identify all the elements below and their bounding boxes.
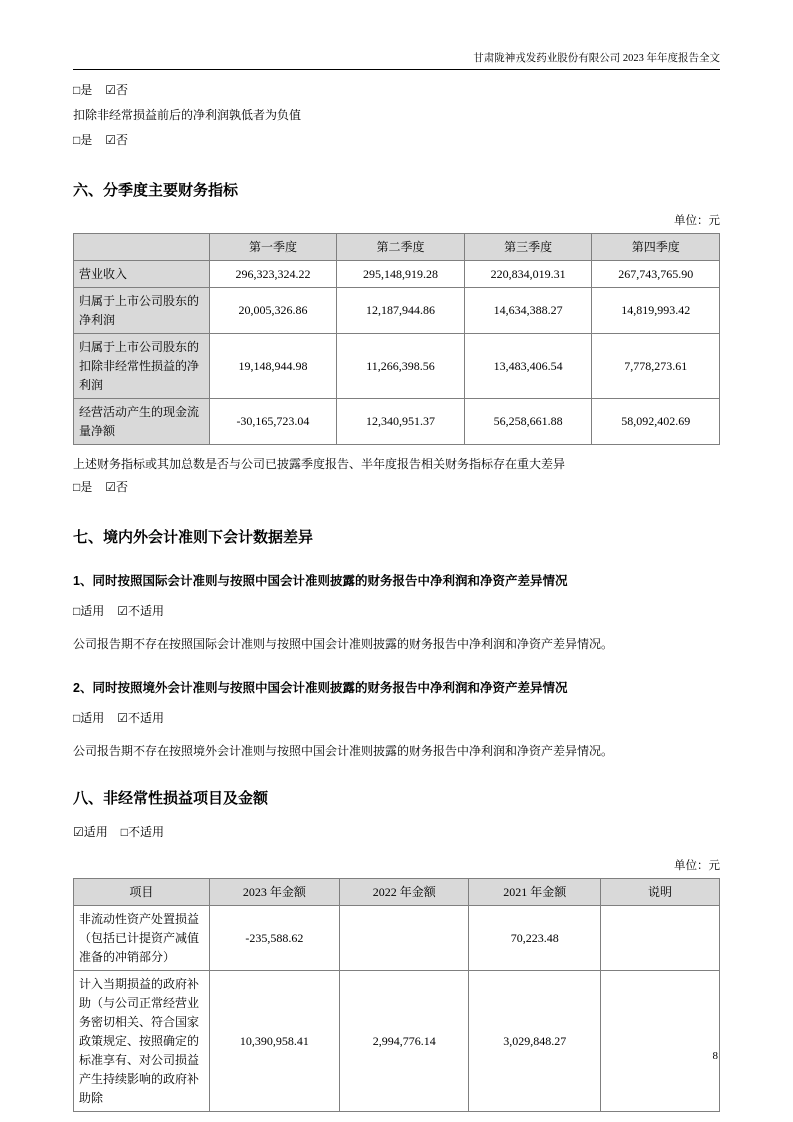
table-header-cell — [74, 234, 210, 261]
table-header-cell: 说明 — [601, 879, 720, 906]
quarterly-indicators-table — [73, 233, 720, 445]
statement-text: 扣除非经常损益前后的净利润孰低者为负值 — [73, 108, 302, 122]
table-header-cell: 项目 — [74, 879, 210, 906]
table-header-cell: 2022 年金额 — [340, 879, 469, 906]
row-label-cell: 计入当期损益的政府补助（与公司正常经营业务密切相关、符合国家政策规定、按照确定的标准享有、对公司损益产生持续影响的政府补助除 — [74, 971, 210, 1112]
value-cell — [601, 906, 720, 971]
yes-no-line-1 — [73, 78, 720, 103]
table-header-cell: 2023 年金额 — [209, 879, 339, 906]
checkbox-option-no: ☑否 — [105, 83, 129, 97]
header-title: 甘肃陇神戎发药业股份有限公司 2023 年年度报告全文 — [473, 53, 720, 64]
table-header-cell: 2021 年金额 — [469, 879, 601, 906]
value-cell: -235,588.62 — [209, 906, 339, 971]
section-7-sub-2-body: 公司报告期不存在按照境外会计准则与按照中国会计准则披露的财务报告中净利润和净资产差异情况。 — [73, 744, 614, 758]
value-cell: 58,092,402.69 — [592, 399, 720, 445]
table-header-row — [74, 234, 720, 261]
table-row — [74, 288, 720, 334]
value-cell: 220,834,019.31 — [464, 261, 592, 288]
applicable-line — [73, 706, 720, 731]
section-7-title: 七、境内外会计准则下会计数据差异 — [73, 529, 314, 546]
value-cell — [340, 906, 469, 971]
section-7-sub-1-title: 1、同时按照国际会计准则与按照中国会计准则披露的财务报告中净利润和净资产差异情况 — [73, 574, 568, 588]
table-header-cell: 第一季度 — [209, 234, 337, 261]
value-cell: 14,634,388.27 — [464, 288, 592, 334]
unit-label-quarterly: 单位：元 — [674, 215, 720, 227]
value-cell: 14,819,993.42 — [592, 288, 720, 334]
value-cell: 10,390,958.41 — [209, 971, 339, 1112]
table-row — [74, 971, 720, 1112]
value-cell: 3,029,848.27 — [469, 971, 601, 1112]
table-row — [74, 906, 720, 971]
page-number: 8 — [712, 1050, 718, 1062]
yes-no-line-2 — [73, 128, 720, 153]
value-cell: 11,266,398.56 — [337, 334, 465, 399]
yes-no-line-note — [73, 475, 720, 500]
checkbox-option-yes: □是 — [73, 133, 93, 147]
unit-label-nonrecurring: 单位：元 — [674, 860, 720, 872]
table-row — [74, 399, 720, 445]
checkbox-option-yes: □是 — [73, 480, 93, 494]
table-row — [74, 334, 720, 399]
value-cell: 13,483,406.54 — [464, 334, 592, 399]
value-cell: 12,187,944.86 — [337, 288, 465, 334]
section-8-title: 八、非经常性损益项目及金额 — [73, 790, 269, 807]
table-header-cell: 第四季度 — [592, 234, 720, 261]
row-label-cell: 营业收入 — [74, 261, 210, 288]
section-7-sub-2-title: 2、同时按照境外会计准则与按照中国会计准则披露的财务报告中净利润和净资产差异情况 — [73, 681, 568, 695]
value-cell: 295,148,919.28 — [337, 261, 465, 288]
row-label-cell: 经营活动产生的现金流量净额 — [74, 399, 210, 445]
value-cell: 12,340,951.37 — [337, 399, 465, 445]
document-header — [73, 0, 720, 70]
table-header-cell: 第三季度 — [464, 234, 592, 261]
checkbox-option-not-applicable: ☑不适用 — [117, 711, 165, 725]
table-header-cell: 第二季度 — [337, 234, 465, 261]
value-cell — [601, 971, 720, 1112]
checkbox-option-no: ☑否 — [105, 480, 129, 494]
checkbox-option-yes: □是 — [73, 83, 93, 97]
value-cell: -30,165,723.04 — [209, 399, 337, 445]
checkbox-option-no: ☑否 — [105, 133, 129, 147]
checkbox-option-not-applicable: □不适用 — [120, 825, 165, 839]
value-cell: 267,743,765.90 — [592, 261, 720, 288]
intro-block — [73, 78, 720, 153]
row-label-cell: 非流动性资产处置损益（包括已计提资产减值准备的冲销部分） — [74, 906, 210, 971]
section-6-title: 六、分季度主要财务指标 — [73, 182, 239, 199]
value-cell: 296,323,324.22 — [209, 261, 337, 288]
checkbox-option-applicable: □适用 — [73, 604, 105, 618]
section-7-sub-1-body: 公司报告期不存在按照国际会计准则与按照中国会计准则披露的财务报告中净利润和净资产差异情况。 — [73, 637, 614, 651]
table-header-row — [74, 879, 720, 906]
checkbox-option-applicable: ☑适用 — [73, 825, 108, 839]
quarterly-note: 上述财务指标或其加总数是否与公司已披露季度报告、半年度报告相关财务指标存在重大差异 — [73, 457, 566, 471]
applicable-line — [73, 599, 720, 624]
value-cell: 70,223.48 — [469, 906, 601, 971]
row-label-cell: 归属于上市公司股东的净利润 — [74, 288, 210, 334]
row-label-cell: 归属于上市公司股东的扣除非经常性损益的净利润 — [74, 334, 210, 399]
checkbox-option-not-applicable: ☑不适用 — [117, 604, 165, 618]
checkbox-option-applicable: □适用 — [73, 711, 105, 725]
value-cell: 2,994,776.14 — [340, 971, 469, 1112]
value-cell: 56,258,661.88 — [464, 399, 592, 445]
value-cell: 7,778,273.61 — [592, 334, 720, 399]
nonrecurring-items-table — [73, 878, 720, 1112]
value-cell: 19,148,944.98 — [209, 334, 337, 399]
table-row — [74, 261, 720, 288]
applicable-line — [73, 820, 720, 845]
value-cell: 20,005,326.86 — [209, 288, 337, 334]
